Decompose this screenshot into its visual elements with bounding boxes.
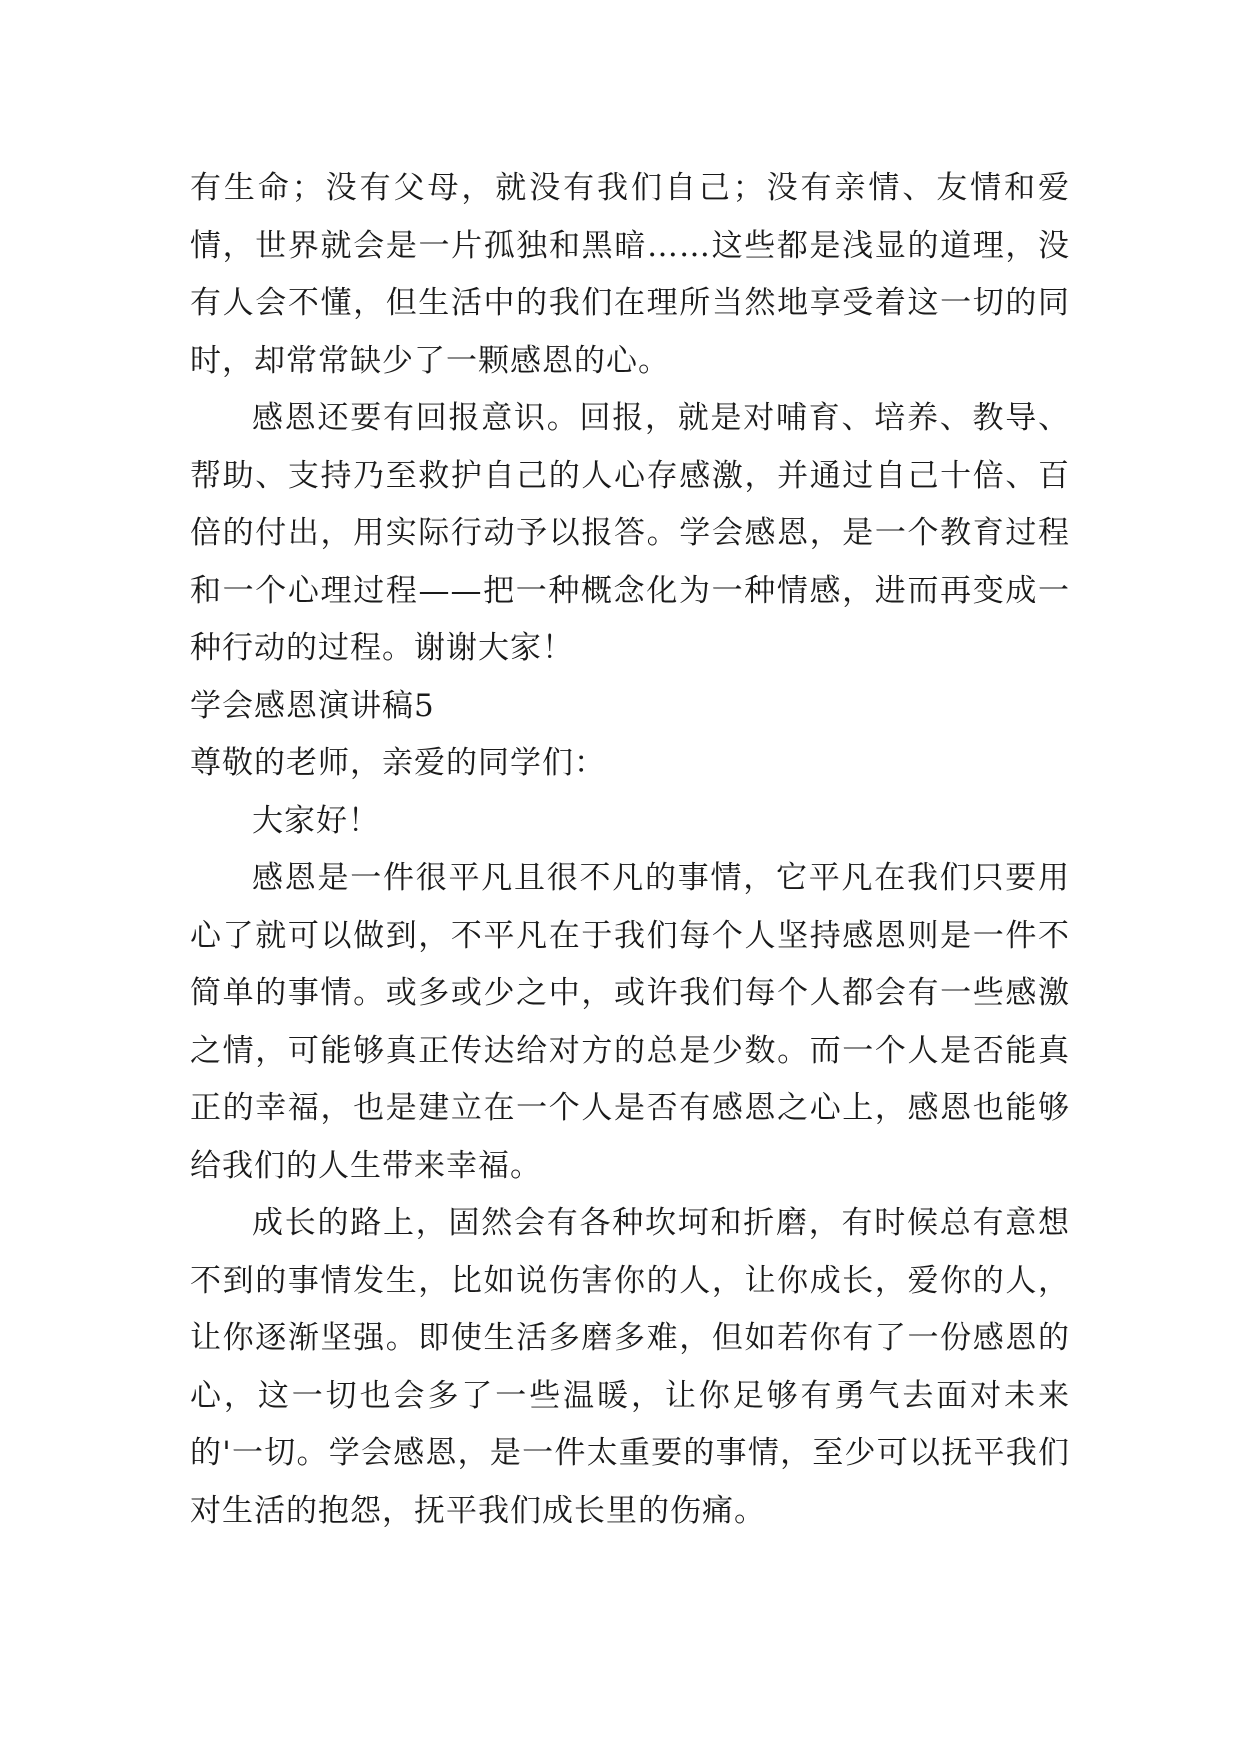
paragraph-3: 感恩是一件很平凡且很不凡的事情，它平凡在我们只要用心了就可以做到，不平凡在于我们每个人坚持感恩则是一件不简单的事情。或多或少之中，或许我们每个人都会有一些感激之情，可能够真正传达给对方的总是少数。而一个人是否能真正的幸福，也是建立在一个人是否有感恩之心上，感恩也能够给我们的人生带来幸福。: [190, 860, 1070, 1184]
section-heading: 学会感恩演讲稿5: [190, 687, 435, 724]
greeting: 大家好！: [252, 802, 380, 839]
salutation: 尊敬的老师，亲爱的同学们：: [190, 745, 606, 781]
paragraph-2: 感恩还要有回报意识。回报，就是对哺育、培养、教导、帮助、支持乃至救护自己的人心存感激，并通过自己十倍、百倍的付出，用实际行动予以报答。学会感恩，是一个教育过程和一个心理过程——把一种概念化为一种情感，进而再变成一种行动的过程。谢谢大家！: [190, 400, 1070, 666]
document-body: [190, 160, 1070, 1540]
paragraph-1: 有生命；没有父母，就没有我们自己；没有亲情、友情和爱情，世界就会是一片孤独和黑暗……这些都是浅显的道理，没有人会不懂，但生活中的我们在理所当然地享受着这一切的同时，却常常缺少了一颗感恩的心。: [190, 170, 1070, 379]
paragraph-4: 成长的路上，固然会有各种坎坷和折磨，有时候总有意想不到的事情发生，比如说伤害你的人，让你成长，爱你的人，让你逐渐坚强。即使生活多磨多难，但如若你有了一份感恩的心，这一切也会多了一些温暖，让你足够有勇气去面对未来的'一切。学会感恩，是一件太重要的事情，至少可以抚平我们对生活的抱怨，抚平我们成长里的伤痛。: [190, 1205, 1070, 1529]
